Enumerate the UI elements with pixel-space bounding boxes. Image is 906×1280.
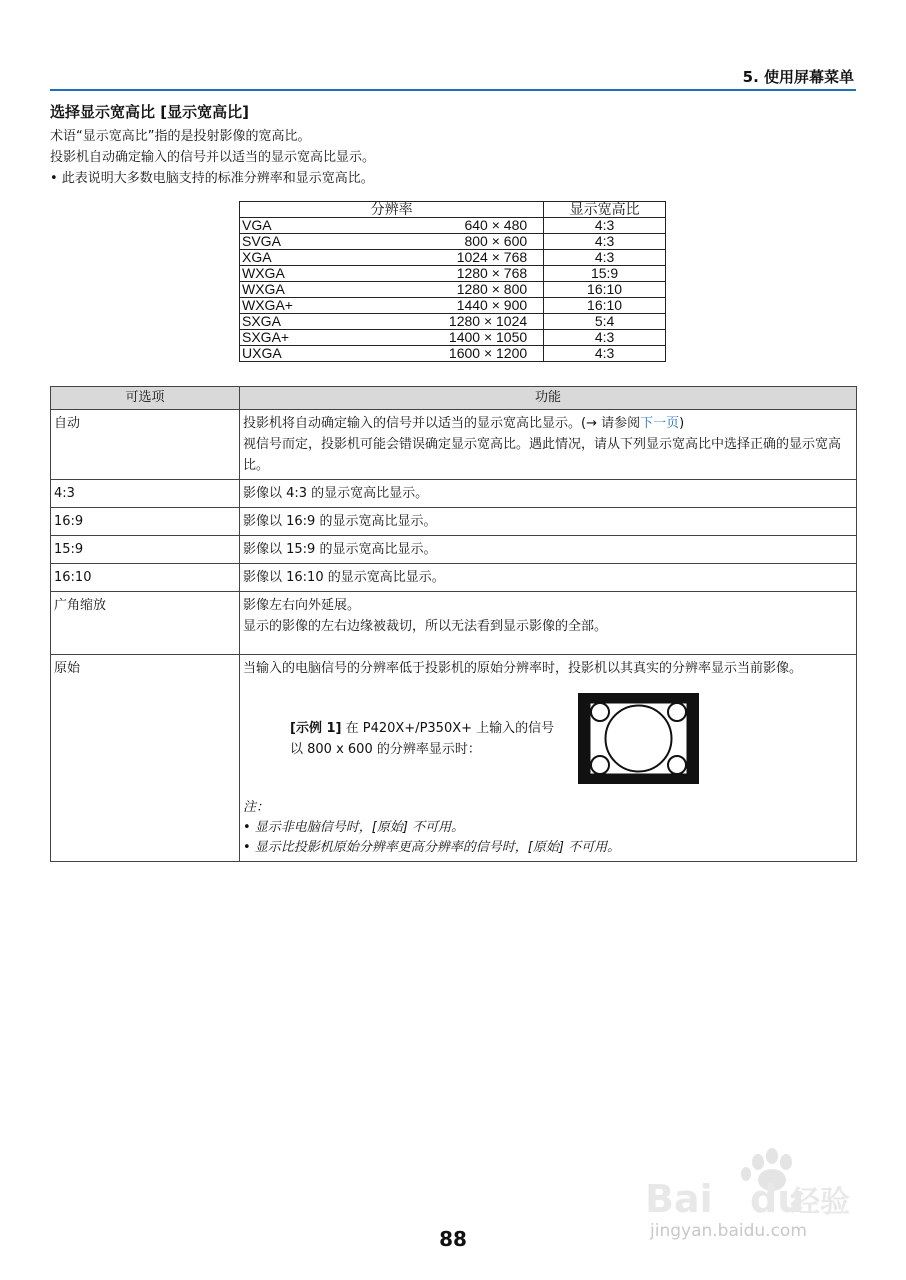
resolution-table bbox=[239, 201, 666, 362]
desc-text: 视信号而定，投影机可能会错误确定显示宽高比。遇此情况，请从下列显示宽高比中选择正确的显示宽高比。 bbox=[243, 437, 842, 473]
function-header: 功能 bbox=[240, 387, 857, 410]
resolution-value: 1400 × 1050 bbox=[448, 329, 528, 345]
option-label: 4:3 bbox=[51, 480, 240, 508]
table-row bbox=[51, 410, 857, 480]
resolution-cell bbox=[240, 330, 544, 346]
note-label: 注： bbox=[243, 800, 270, 815]
resolution-value: 1280 × 800 bbox=[456, 281, 528, 297]
table-row bbox=[240, 234, 666, 250]
option-desc bbox=[240, 655, 857, 862]
option-label: 原始 bbox=[51, 655, 240, 862]
resolution-value: 640 × 480 bbox=[464, 217, 528, 233]
next-page-link[interactable]: 下一页 bbox=[640, 416, 680, 431]
table-row bbox=[240, 218, 666, 234]
resolution-name: WXGA bbox=[242, 281, 285, 297]
table-row bbox=[240, 250, 666, 266]
aspect-cell: 15:9 bbox=[544, 266, 666, 282]
option-label: 16:9 bbox=[51, 508, 240, 536]
table-row bbox=[51, 480, 857, 508]
resolution-cell bbox=[240, 218, 544, 234]
table-row bbox=[240, 346, 666, 362]
resolution-value: 1600 × 1200 bbox=[448, 345, 528, 361]
desc-text: 投影机将自动确定输入的信号并以适当的显示宽高比显示。(→ 请参阅 bbox=[243, 416, 641, 431]
option-desc: 影像以 16:10 的显示宽高比显示。 bbox=[240, 564, 857, 592]
resolution-name: WXGA+ bbox=[242, 297, 293, 313]
resolution-cell bbox=[240, 250, 544, 266]
table-row bbox=[240, 298, 666, 314]
option-label: 广角缩放 bbox=[51, 592, 240, 655]
option-label: 16:10 bbox=[51, 564, 240, 592]
resolution-name: XGA bbox=[242, 249, 272, 265]
option-desc: 影像以 16:9 的显示宽高比显示。 bbox=[240, 508, 857, 536]
example-body: 在 P420X+/P350X+ 上输入的信号以 800 x 600 的分辨率显示时： bbox=[290, 720, 555, 757]
option-desc: 影像以 15:9 的显示宽高比显示。 bbox=[240, 536, 857, 564]
resolution-value: 1280 × 768 bbox=[456, 265, 528, 281]
resolution-name: SXGA+ bbox=[242, 329, 290, 345]
option-desc: 影像以 4:3 的显示宽高比显示。 bbox=[240, 480, 857, 508]
table-row bbox=[51, 592, 857, 655]
note-block bbox=[243, 798, 853, 858]
page-number: 88 bbox=[439, 1227, 467, 1251]
note-item: • 显示非电脑信号时，[原始] 不可用。 bbox=[243, 820, 465, 835]
option-desc bbox=[240, 410, 857, 480]
table-row bbox=[240, 330, 666, 346]
resolution-header: 分辨率 bbox=[240, 202, 544, 218]
intro-line: 术语“显示宽高比”指的是投射影像的宽高比。 bbox=[50, 129, 311, 144]
aspect-cell: 4:3 bbox=[544, 330, 666, 346]
table-row bbox=[51, 564, 857, 592]
desc-text: 当输入的电脑信号的分辨率低于投影机的原始分辨率时，投影机以其真实的分辨率显示当前影像。 bbox=[243, 661, 803, 676]
desc-text: 影像左右向外延展。 bbox=[243, 598, 361, 613]
desc-text: ) bbox=[679, 416, 685, 431]
table-row bbox=[51, 655, 857, 862]
options-table bbox=[50, 386, 857, 862]
aspect-cell: 5:4 bbox=[544, 314, 666, 330]
resolution-value: 1440 × 900 bbox=[456, 297, 528, 313]
table-row bbox=[51, 536, 857, 564]
baidu-watermark-logo bbox=[640, 1140, 870, 1240]
example-label: [示例 1] bbox=[290, 720, 342, 736]
svg-text:du: du bbox=[750, 1177, 805, 1221]
chapter-title: 5. 使用屏幕菜单 bbox=[742, 68, 854, 86]
resolution-cell bbox=[240, 282, 544, 298]
aspect-cell: 16:10 bbox=[544, 282, 666, 298]
resolution-cell bbox=[240, 234, 544, 250]
option-desc bbox=[240, 592, 857, 655]
resolution-name: UXGA bbox=[242, 345, 282, 361]
resolution-value: 800 × 600 bbox=[464, 233, 528, 249]
table-row bbox=[240, 282, 666, 298]
table-row bbox=[240, 314, 666, 330]
watermark-url: jingyan.baidu.com bbox=[650, 1221, 807, 1240]
intro-line: 投影机自动确定输入的信号并以适当的显示宽高比显示。 bbox=[50, 150, 376, 165]
example-text bbox=[290, 718, 560, 760]
intro-text bbox=[50, 126, 375, 189]
resolution-name: SXGA bbox=[242, 313, 281, 329]
table-row bbox=[51, 508, 857, 536]
desc-text: 显示的影像的左右边缘被裁切，所以无法看到显示影像的全部。 bbox=[243, 619, 608, 634]
example-block bbox=[243, 693, 853, 784]
resolution-value: 1280 × 1024 bbox=[448, 313, 528, 329]
svg-text:经验: 经验 bbox=[790, 1185, 850, 1220]
aspect-cell: 4:3 bbox=[544, 250, 666, 266]
resolution-cell bbox=[240, 266, 544, 282]
resolution-cell bbox=[240, 298, 544, 314]
option-label: 自动 bbox=[51, 410, 240, 480]
svg-text:Bai: Bai bbox=[645, 1177, 713, 1221]
aspect-cell: 16:10 bbox=[544, 298, 666, 314]
note-item: • 显示比投影机原始分辨率更高分辨率的信号时，[原始] 不可用。 bbox=[243, 840, 621, 855]
resolution-name: SVGA bbox=[242, 233, 281, 249]
aspect-cell: 4:3 bbox=[544, 218, 666, 234]
aspect-header: 显示宽高比 bbox=[544, 202, 666, 218]
section-title: 选择显示宽高比 [显示宽高比] bbox=[50, 103, 249, 121]
header-rule bbox=[50, 89, 856, 91]
resolution-value: 1024 × 768 bbox=[456, 249, 528, 265]
intro-line: • 此表说明大多数电脑支持的标准分辨率和显示宽高比。 bbox=[50, 171, 374, 186]
aspect-cell: 4:3 bbox=[544, 234, 666, 250]
aspect-cell: 4:3 bbox=[544, 346, 666, 362]
native-screen-figure bbox=[578, 693, 699, 784]
resolution-cell bbox=[240, 314, 544, 330]
resolution-name: VGA bbox=[242, 217, 272, 233]
resolution-cell bbox=[240, 346, 544, 362]
option-header: 可选项 bbox=[51, 387, 240, 410]
table-row bbox=[240, 266, 666, 282]
resolution-name: WXGA bbox=[242, 265, 285, 281]
option-label: 15:9 bbox=[51, 536, 240, 564]
